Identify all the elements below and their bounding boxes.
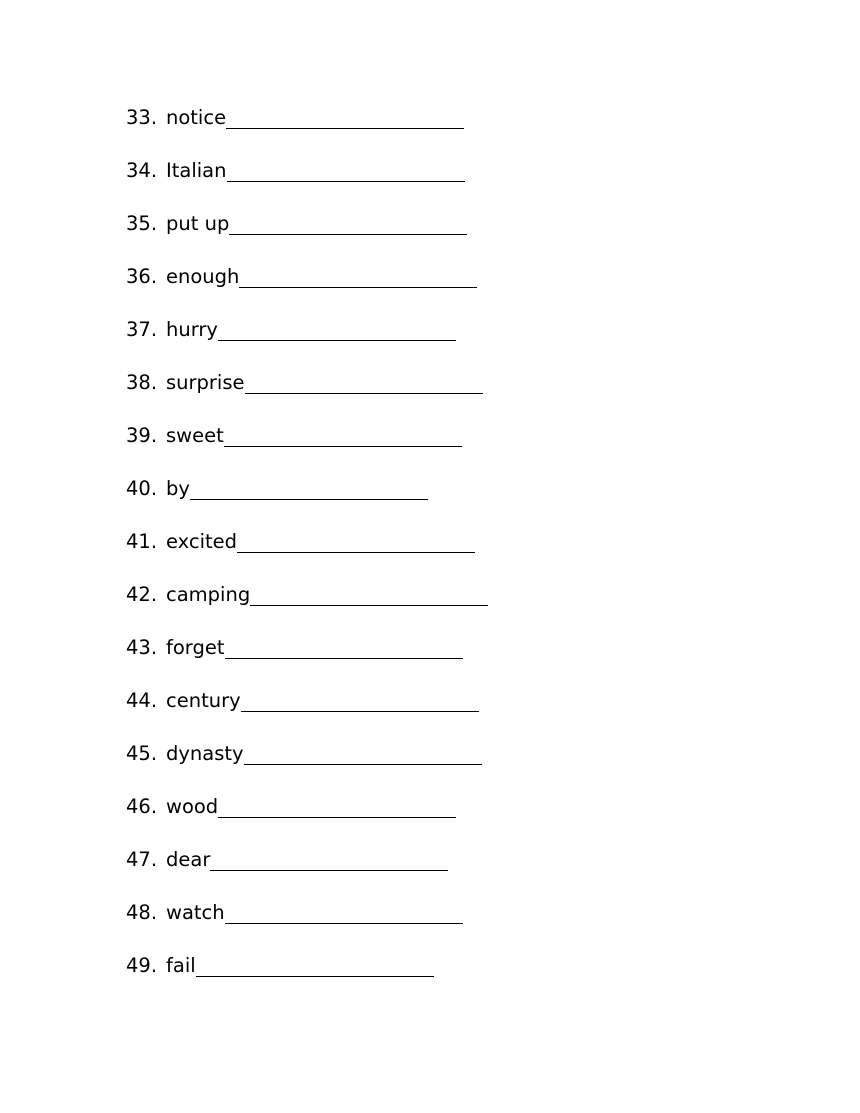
item-word: enough (166, 265, 240, 288)
answer-blank[interactable] (196, 951, 434, 977)
item-number: 34. (126, 159, 158, 182)
answer-blank[interactable] (218, 315, 456, 341)
list-item (126, 739, 488, 792)
item-word: Italian (166, 159, 227, 182)
list-item (126, 845, 488, 898)
item-number: 40. (126, 477, 158, 500)
item-word: notice (166, 106, 227, 129)
item-number: 48. (126, 901, 158, 924)
answer-blank[interactable] (244, 739, 482, 765)
list-item (126, 792, 488, 845)
item-word: by (166, 477, 190, 500)
vocabulary-list (126, 103, 488, 1004)
list-item (126, 951, 488, 1004)
list-item (126, 156, 488, 209)
answer-blank[interactable] (210, 845, 448, 871)
item-word: put up (166, 212, 230, 235)
list-item (126, 898, 488, 951)
item-word: dear (166, 848, 211, 871)
item-number: 33. (126, 106, 158, 129)
item-word: surprise (166, 371, 245, 394)
item-word: sweet (166, 424, 224, 447)
item-number: 36. (126, 265, 158, 288)
item-word: fail (166, 954, 196, 977)
list-item (126, 686, 488, 739)
item-number: 39. (126, 424, 158, 447)
item-word: dynasty (166, 742, 244, 765)
item-number: 49. (126, 954, 158, 977)
answer-blank[interactable] (241, 686, 479, 712)
item-word: century (166, 689, 241, 712)
answer-blank[interactable] (229, 209, 467, 235)
answer-blank[interactable] (245, 368, 483, 394)
answer-blank[interactable] (250, 580, 488, 606)
list-item (126, 315, 488, 368)
list-item (126, 262, 488, 315)
item-number: 44. (126, 689, 158, 712)
list-item (126, 421, 488, 474)
item-number: 41. (126, 530, 158, 553)
list-item (126, 474, 488, 527)
list-item (126, 103, 488, 156)
answer-blank[interactable] (190, 474, 428, 500)
list-item (126, 527, 488, 580)
answer-blank[interactable] (225, 898, 463, 924)
list-item (126, 633, 488, 686)
item-number: 42. (126, 583, 158, 606)
answer-blank[interactable] (224, 421, 462, 447)
item-number: 45. (126, 742, 158, 765)
item-word: camping (166, 583, 251, 606)
answer-blank[interactable] (226, 103, 464, 129)
item-word: hurry (166, 318, 218, 341)
item-word: excited (166, 530, 238, 553)
list-item (126, 580, 488, 633)
list-item (126, 209, 488, 262)
item-number: 46. (126, 795, 158, 818)
answer-blank[interactable] (237, 527, 475, 553)
list-item (126, 368, 488, 421)
answer-blank[interactable] (239, 262, 477, 288)
answer-blank[interactable] (225, 633, 463, 659)
item-number: 43. (126, 636, 158, 659)
item-number: 38. (126, 371, 158, 394)
item-number: 47. (126, 848, 158, 871)
answer-blank[interactable] (227, 156, 465, 182)
item-word: wood (166, 795, 219, 818)
item-word: forget (166, 636, 225, 659)
item-number: 35. (126, 212, 158, 235)
answer-blank[interactable] (218, 792, 456, 818)
item-word: watch (166, 901, 225, 924)
item-number: 37. (126, 318, 158, 341)
